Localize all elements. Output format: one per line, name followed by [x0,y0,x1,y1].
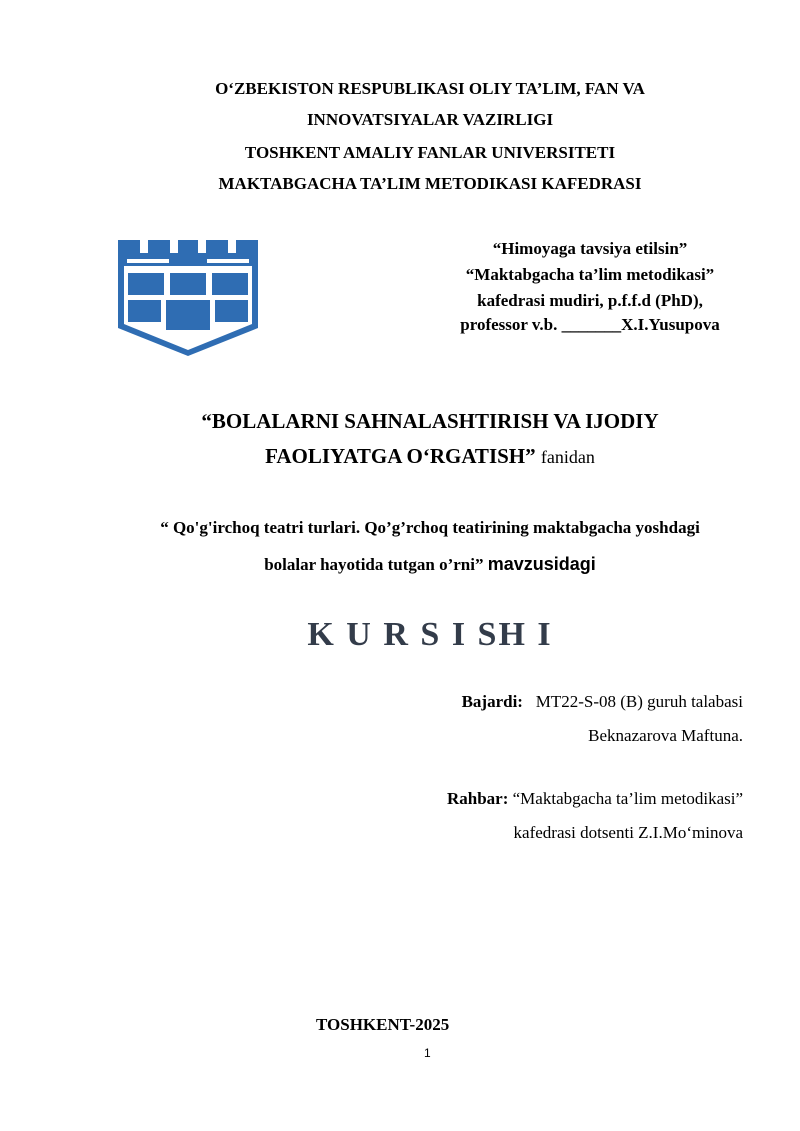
subject-line-2 [0,438,800,475]
approval-line-1: “Himoyaga tavsiya etilsin” [492,239,688,258]
city-year: TOSHKENT-2025 [316,1015,450,1034]
subject-suffix: fanidan [540,447,595,467]
approval-line-3: kafedrasi mudiri, p.f.f.d (PhD), [477,291,703,310]
performed-group: MT22-S-08 (B) guruh talabasi [535,692,743,711]
supervisor-name: kafedrasi dotsenti Z.I.Mo‘minova [513,823,743,842]
subject-line-1: “BOLALARNI SAHNALASHTIRISH VA IJODIY [201,409,659,433]
university-name: TOSHKENT AMALIY FANLAR UNIVERSITETI [244,143,616,162]
supervisor-label: Rahbar: [446,789,509,808]
performed-student: Beknazarova Maftuna. [588,726,743,745]
performed-label: Bajardi: [461,692,523,711]
performed-line-1 [462,684,743,720]
page-number: 1 [424,1046,431,1060]
university-logo-icon [118,238,258,358]
department-name: MAKTABGACHA TA’LIM METODIKASI KAFEDRASI [218,174,642,193]
document-type-title: K U R S I SH I [307,616,553,653]
approval-line-4: professor v.b. _______X.I.Yusupova [460,315,720,334]
subject-name-end: FAOLIYATGA O‘RGATISH” [265,444,536,468]
topic-suffix: mavzusidagi [487,554,596,574]
topic-line-1: “ Qo'g'irchoq teatri turlari. Qo’g’rchoq teatirining maktabgacha yoshdagi [160,518,700,537]
topic-line-2 [0,546,800,583]
supervisor-department: “Maktabgacha ta’lim metodikasi” [512,789,743,808]
ministry-line-2: INNOVATSIYALAR VAZIRLIGI [306,110,554,129]
topic-name-end: bolalar hayotida tutgan o’rni” [264,555,484,574]
supervisor-line-1 [447,781,743,817]
ministry-line-1: O‘ZBEKISTON RESPUBLIKASI OLIY TA’LIM, FAN VA [215,79,645,98]
approval-line-2: “Maktabgacha ta’lim metodikasi” [465,265,715,284]
